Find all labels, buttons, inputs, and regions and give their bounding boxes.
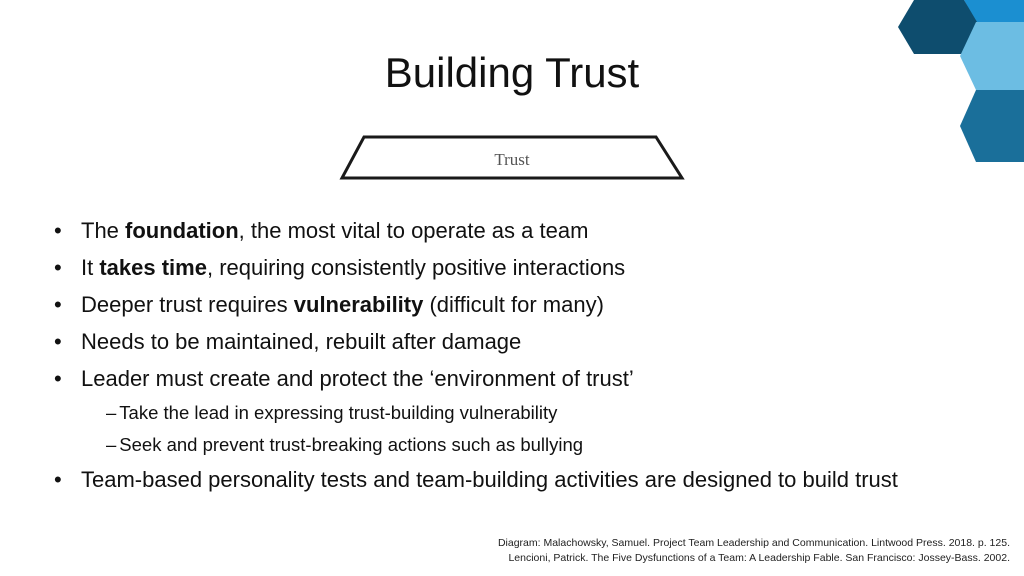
- bullet-item: [54, 249, 1014, 286]
- bullet-item: [54, 212, 1014, 249]
- sub-bullet-text: Take the lead in expressing trust-building vulnerability: [119, 402, 558, 423]
- bullet-marker: •: [54, 218, 62, 243]
- bullet-item: [54, 461, 1014, 498]
- bullet-text: (difficult for many): [423, 292, 604, 317]
- bullet-marker: •: [54, 366, 62, 391]
- bullet-emphasis: foundation: [125, 218, 239, 243]
- bullet-item: [54, 286, 1014, 323]
- bullet-item: [54, 323, 1014, 360]
- trust-label: Trust: [494, 150, 530, 169]
- bullet-text: , requiring consistently positive interactions: [206, 255, 626, 280]
- bullet-emphasis: vulnerability: [293, 292, 424, 317]
- bullet-text: Team-based personality tests and team-building activities are designed to build trust: [81, 467, 898, 492]
- bullet-marker: •: [54, 467, 62, 492]
- bullet-text: Needs to be maintained, rebuilt after damage: [81, 329, 522, 354]
- bullet-text: , the most vital to operate as a team: [238, 218, 589, 243]
- sub-bullet-marker: –: [106, 434, 117, 455]
- bullet-text: Leader must create and protect the ‘environment of trust’: [81, 366, 634, 391]
- bullet-marker: •: [54, 292, 62, 317]
- sub-bullet-item: [54, 397, 1014, 429]
- bullet-list: [54, 212, 1014, 498]
- citation-line: Lencioni, Patrick. The Five Dysfunctions of a Team: A Leadership Fable. San Francisco: Jossey-Bass. 2002.: [508, 552, 1010, 564]
- bullet-text: The: [81, 218, 126, 243]
- bullet-text: It: [81, 255, 100, 280]
- bullet-text: Deeper trust requires: [81, 292, 294, 317]
- sub-bullet-item: [54, 429, 1014, 461]
- slide-title: Building Trust: [384, 49, 640, 96]
- sub-bullet-marker: –: [106, 402, 117, 423]
- trust-pyramid-base: [336, 130, 688, 184]
- bullet-item: [54, 360, 1014, 397]
- citation-line: Diagram: Malachowsky, Samuel. Project Team Leadership and Communication. Lintwood Press. 2018. p. 125.: [497, 537, 1010, 549]
- bullet-marker: •: [54, 255, 62, 280]
- citation-block: [498, 536, 1010, 566]
- bullet-emphasis: takes time: [99, 255, 207, 280]
- hexagon-accent-top: [964, 0, 1024, 22]
- sub-bullet-text: Seek and prevent trust-breaking actions such as bullying: [119, 434, 584, 455]
- bullet-marker: •: [54, 329, 62, 354]
